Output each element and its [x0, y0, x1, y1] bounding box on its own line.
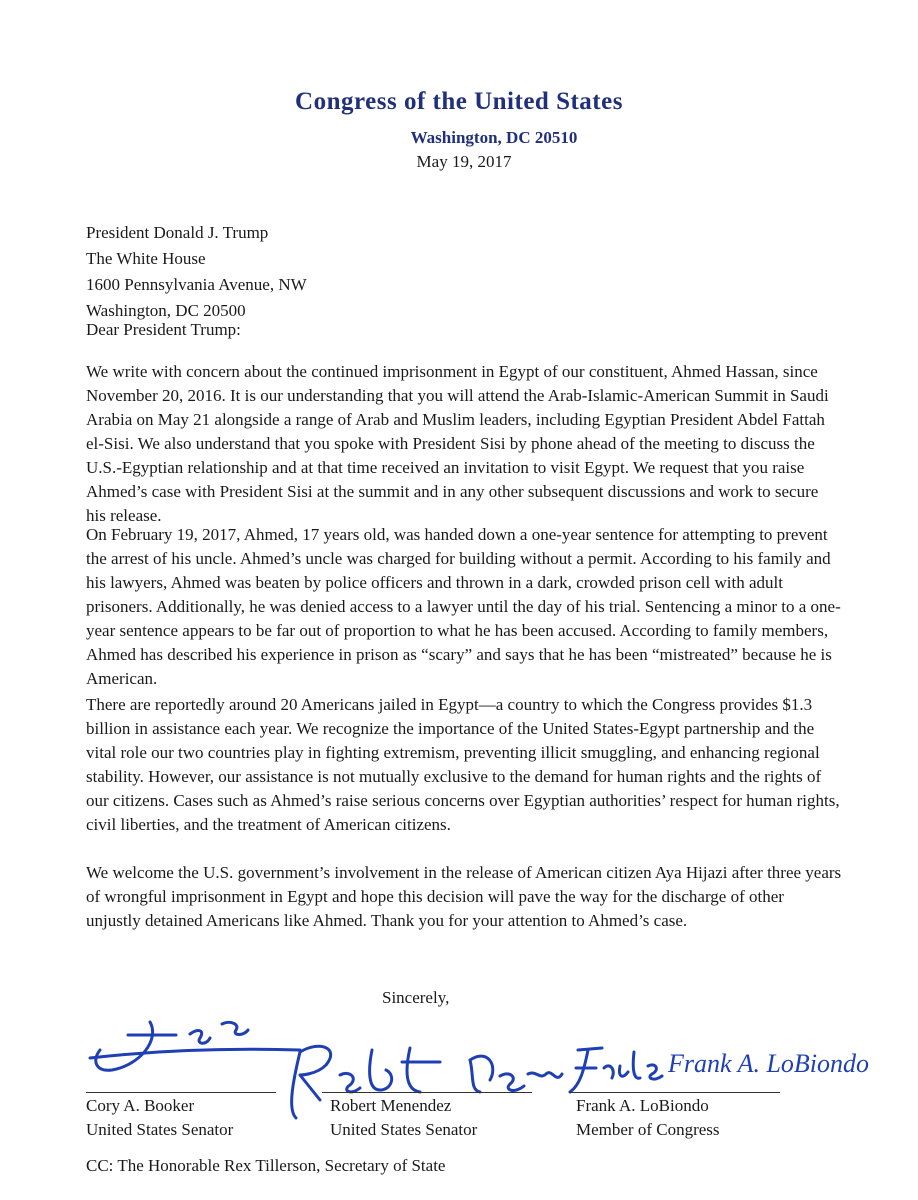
signer-title: United States Senator [330, 1120, 478, 1139]
signature-line [570, 1092, 780, 1093]
signer-name: Robert Menendez [330, 1096, 452, 1115]
booker-signature [90, 1022, 300, 1070]
signer-name: Frank A. LoBiondo [576, 1096, 709, 1115]
cc-line: CC: The Honorable Rex Tillerson, Secretary of State [86, 1156, 446, 1175]
body-paragraph: We welcome the U.S. government’s involvement in the release of American citizen Aya Hijazi after three years of wrongful imprisonment in Egypt and hope this decision will pave the way for the discharge of other unjustly detained Americans like Ahmed. Thank you for your attention to Ahmed’s case. [86, 863, 842, 930]
signer-booker [86, 1094, 233, 1142]
lobiondo-signature [570, 1048, 662, 1092]
recipient-address [86, 220, 307, 324]
letterhead-location: Washington, DC 20510 [410, 128, 578, 147]
letter-date: May 19, 2017 [416, 152, 512, 171]
lobiondo-signature-text: Frank A. LoBiondo [668, 1049, 870, 1078]
recipient-line: 1600 Pennsylvania Avenue, NW [86, 275, 307, 294]
signature-line [322, 1092, 532, 1093]
letterhead-title: Congress of the United States [295, 88, 623, 115]
recipient-line: Washington, DC 20500 [86, 301, 246, 320]
recipient-name: President Donald J. Trump [86, 223, 269, 242]
signer-lobiondo [576, 1094, 720, 1142]
body-paragraph: There are reportedly around 20 Americans jailed in Egypt—a country to which the Congress provides $1.3 billion in assistance each year. We recognize the importance of the United States-Egypt partnership and the vital role our two countries play in fighting extremism, preventing illicit smuggling, and enhancing regional stability. However, our assistance is not mutually exclusive to the demand for human rights and the rights of our citizens. Cases such as Ahmed’s raise serious concerns over Egyptian authorities’ respect for human rights, civil liberties, and the treatment of American citizens. [86, 695, 840, 834]
body-paragraph: We write with concern about the continued imprisonment in Egypt of our constituent, Ahmed Hassan, since November 20, 2016. It is our understanding that you will attend the Arab-Islamic-American Summit in Saudi Arabia on May 21 alongside a range of Arab and Muslim leaders, including Egyptian President Abdel Fattah el-Sisi. We also understand that you spoke with President Sisi by phone ahead of the meeting to discuss the U.S.-Egyptian relationship and at that time received an invitation to visit Egypt. We request that you raise Ahmed’s case with President Sisi at the summit and in any other subsequent discussions and work to secure his release. [86, 362, 829, 525]
signer-name: Cory A. Booker [86, 1096, 195, 1115]
body-paragraph: On February 19, 2017, Ahmed, 17 years old, was handed down a one-year sentence for attempting to prevent the arrest of his uncle. Ahmed’s uncle was charged for building without a permit. According to his family and his lawyers, Ahmed was beaten by police officers and thrown in a dark, crowded prison cell with adult prisoners. Additionally, he was denied access to a lawyer until the day of his trial. Sentencing a minor to a one-year sentence appears to be far out of proportion to what he has been accused. According to family members, Ahmed has described his experience in prison as “scary” and says that he has been “mistreated” because he is American. [86, 525, 841, 688]
closing: Sincerely, [382, 988, 450, 1007]
signer-title: United States Senator [86, 1120, 234, 1139]
signer-title: Member of Congress [576, 1120, 720, 1139]
signature-line [86, 1092, 276, 1093]
recipient-line: The White House [86, 249, 206, 268]
salutation: Dear President Trump: [86, 320, 241, 339]
signer-menendez [330, 1094, 477, 1142]
